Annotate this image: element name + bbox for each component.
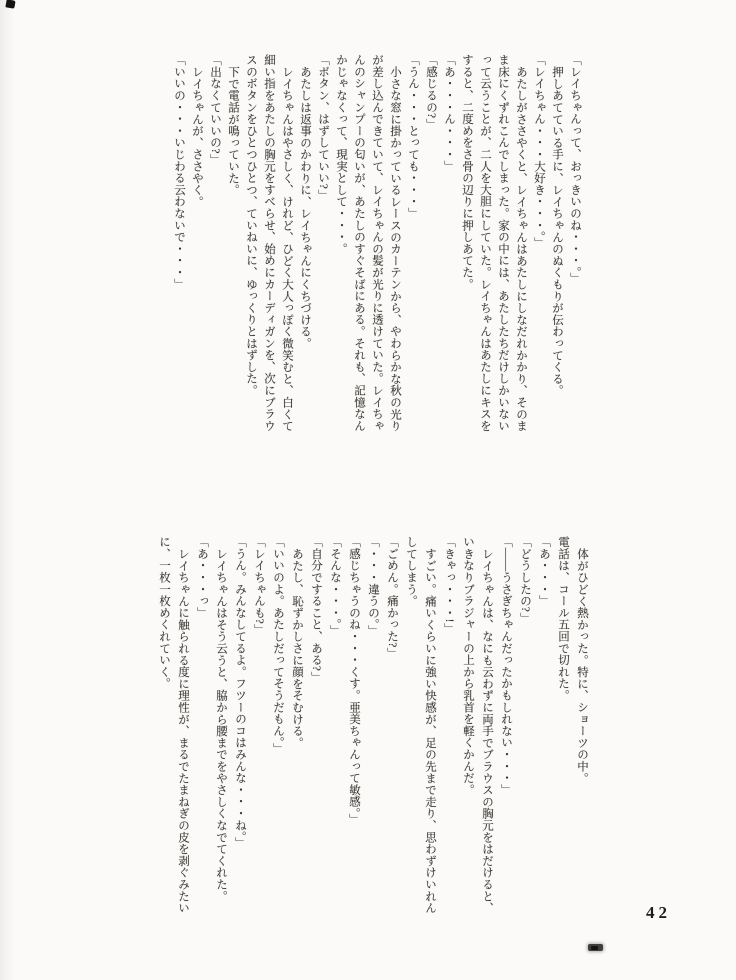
scan-edge-shading [0, 0, 14, 980]
text-column: 「あ・・・ん・・・」 [443, 54, 455, 172]
text-column: 「あ・・・っ」 [196, 536, 208, 619]
text-column: レイちゃんはそう云うと、脇から腰までをやさしくなでてくれた。 [215, 547, 227, 902]
text-column: 「ボタン、はずしていい?」 [317, 54, 329, 202]
vertical-text-block-top [170, 54, 584, 464]
vertical-text-block-bottom [154, 536, 591, 954]
text-column: 「うん・・・とっても・・・」 [407, 54, 419, 220]
text-column: 体がひどく熱かった。特に、ショーツの中。 [576, 547, 588, 784]
text-column: ま床にくずれこんでしまった。家の中には、あたしたちだけしかいない [497, 54, 509, 432]
text-column: 「レイちゃんって、おっきいのね・・・。」 [569, 54, 581, 285]
text-column: 「いいの・・・いじわる云わないで・・・」 [173, 54, 185, 290]
text-column: 「感じるの?」 [425, 54, 437, 131]
text-column: って云うことが、二人を大胆にしていた。レイちゃんはあたしにキスを [479, 54, 491, 432]
text-column: すごい。痛いくらいに強い快感が、足の先まで走り、思わずけいれん [424, 547, 436, 914]
text-column: 「感じちゃうのね・・・くす。亜美ちゃんって敏感。」 [348, 536, 360, 826]
text-column: レイちゃんはやさしく、けれど、ひどく大人っぽく微笑むと、白くて [281, 65, 293, 432]
text-column: レイちゃんが、ささやく。 [191, 65, 203, 208]
text-column: 「そんな・・・。」 [329, 536, 341, 637]
text-column: 「うん。みんなしてるよ。フツーのコはみんな・・・ね。」 [234, 536, 246, 849]
text-column: 「どうしたの?」 [519, 536, 531, 625]
text-column: 細い指をあたしの胸元をすべらせ、始めにカーディガンを、次にブラウ [263, 54, 275, 432]
text-column: してしまう。 [405, 536, 417, 607]
text-column: レイちゃんに触られる度に理性が、まるでたまねぎの皮を剥ぐみたい [177, 547, 189, 914]
text-column: かじゃなくって、現実として・・・。 [335, 54, 347, 255]
text-column: に、一枚一枚めくれていく。 [158, 536, 170, 690]
page-number: 42 [646, 903, 671, 922]
text-column: 「いいのよ。あたしだってそうだもん。」 [272, 536, 284, 755]
text-column: すると、二度めをさ骨の辺りに押しあてた。 [461, 54, 473, 290]
text-column: スのボタンをひとつひとつ、ていねいに、ゆっくりとはずした。 [245, 54, 257, 397]
text-column: 「レイちゃん・・・大好き・・・。」 [533, 54, 545, 249]
text-column: 「出なくていいの?」 [209, 54, 221, 166]
text-column: あたし、恥ずかしさに顔をそむける。 [291, 547, 303, 749]
scan-corner-artifact [5, 0, 15, 9]
text-column: 「自分ですること、ある?」 [310, 536, 322, 684]
text-column: 小さな窓に掛かっているレースのカーテンから、やわらかな秋の光り [389, 65, 401, 432]
text-column: 「きゃっ・・・!」 [443, 536, 455, 635]
text-column: 「・・・違うの。」 [367, 536, 379, 637]
text-column: 「――うさぎちゃんだったかもしれない・・・」 [500, 536, 512, 796]
text-column: いきなりブラジャーの上から乳首を軽くかんだ。 [462, 536, 474, 796]
text-column: 電話は、コール五回で切れた。 [557, 536, 569, 702]
scan-smudge-artifact [588, 944, 603, 951]
text-column: が差し込んできていて、レイちゃんの髪が光りに透けていた。レイちゃ [371, 54, 383, 432]
text-column: 「あ・・・」 [538, 536, 550, 607]
text-column: んのシャンプーの匂いが、あたしのすぐそばにある。それも、記憶なん [353, 54, 365, 432]
text-column: 押しあてている手に、レイちゃんのぬくもりが伝わってくる。 [551, 65, 563, 396]
text-column: あたしは返事のかわりに、レイちゃんにくちづける。 [299, 65, 311, 349]
text-column: レイちゃんは、なにも云わずに両手でブラウスの胸元をはだけると、 [481, 547, 493, 914]
text-column: 「ごめん。痛かった?」 [386, 536, 398, 660]
text-column: 「レイちゃんも?」 [253, 536, 265, 636]
text-column: 下で電話が鳴っていた。 [227, 65, 239, 196]
text-column: あたしがささやくと、レイちゃんはあたしにしなだれかかり、そのま [515, 65, 527, 432]
